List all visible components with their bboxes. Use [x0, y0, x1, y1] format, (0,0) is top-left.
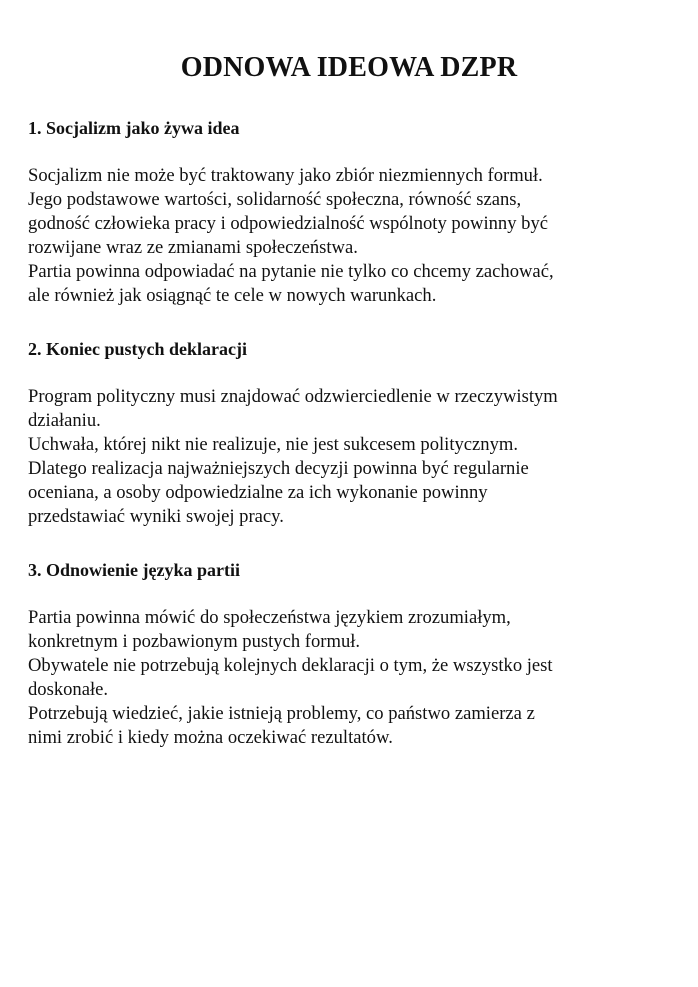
section-heading: 2. Koniec pustych deklaracji — [28, 339, 247, 359]
section-socjalizm — [28, 116, 678, 308]
paragraph: Dlatego realizacja najważniejszych decyzji powinna być regularnie oceniana, a osoby odpowiedzialne za ich wykonanie powinny przedstawiać wyniki swojej pracy. — [28, 458, 529, 527]
paragraph: Partia powinna mówić do społeczeństwa językiem zrozumiałym, konkretnym i pozbawionym pustych formuł. — [28, 607, 511, 652]
paragraph: Potrzebują wiedzieć, jakie istnieją problemy, co państwo zamierza z nimi zrobić i kiedy można oczekiwać rezultatów. — [28, 703, 535, 748]
spacer — [28, 140, 678, 164]
paragraph: Partia powinna odpowiadać na pytanie nie tylko co chcemy zachować, ale również jak osiągnąć te cele w nowych warunkach. — [28, 261, 554, 306]
section-jezyk-partii — [28, 558, 678, 750]
spacer — [28, 582, 678, 606]
paragraph: Uchwała, której nikt nie realizuje, nie jest sukcesem politycznym. — [28, 434, 518, 455]
paragraph: Program polityczny musi znajdować odzwierciedlenie w rzeczywistym działaniu. — [28, 386, 558, 431]
document-title: ODNOWA IDEOWA DZPR — [180, 52, 518, 83]
paragraph: Socjalizm nie może być traktowany jako zbiór niezmiennych formuł. Jego podstawowe wartości, solidarność społeczna, równość szans, godność człowieka pracy i odpowiedzialność wspólnoty powinny być rozwijane wraz ze zmianami społeczeństwa. — [28, 165, 548, 258]
section-heading: 3. Odnowienie języka partii — [28, 560, 240, 580]
paragraph: Obywatele nie potrzebują kolejnych deklaracji o tym, że wszystko jest doskonałe. — [28, 655, 553, 700]
section-heading: 1. Socjalizm jako żywa idea — [28, 118, 240, 138]
section-deklaracje — [28, 337, 678, 529]
spacer — [28, 361, 678, 385]
